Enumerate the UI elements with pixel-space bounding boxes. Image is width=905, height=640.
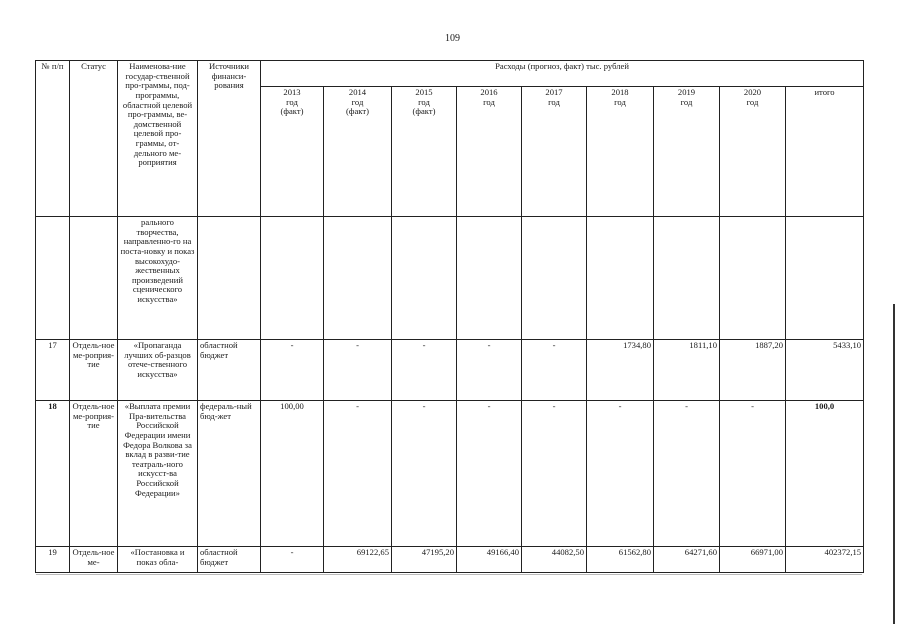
row-name: «Выплата премии Пра-вительства Российской Федерации имени Федора Волкова за вклад в разви-тие театраль-ного искусст-ва Российской Федерации» [118,401,198,547]
header-expenses-title: Расходы (прогноз, факт) тыс. рублей [261,61,864,87]
row-value: 47195,20 [392,547,457,573]
row-total: 402372,15 [786,547,864,573]
row-source: федераль-ный бюд-жет [198,401,261,547]
row-value: 1887,20 [720,340,786,401]
row-total: 5433,10 [786,340,864,401]
header-status: Статус [70,61,118,217]
row-value: - [457,340,522,401]
page-edge-line [893,304,895,624]
row-value: - [261,340,324,401]
row-source: областной бюджет [198,547,261,573]
year-header: 2019 год [654,87,720,217]
row-status: Отдель-ное ме-роприя-тие [70,340,118,401]
row-name: «Пропаганда лучших об-разцов отече-ственного искусства» [118,340,198,401]
year-header: 2013 год (факт) [261,87,324,217]
header-row-1 [36,61,864,87]
row-value: 64271,60 [654,547,720,573]
year-header: 2017 год [522,87,587,217]
header-source: Источники финанси-рования [198,61,261,217]
row-status: Отдель-ное ме- [70,547,118,573]
scan-artifact-line [36,574,862,575]
row-source: областной бюджет [198,340,261,401]
budget-table [35,60,864,573]
row-value: - [654,401,720,547]
row-value: - [324,401,392,547]
table-row [36,401,864,547]
row-value: 66971,00 [720,547,786,573]
header-num: № п/п [36,61,70,217]
row-value: - [720,401,786,547]
table-row [36,547,864,573]
row-num: 19 [36,547,70,573]
row-value: 49166,40 [457,547,522,573]
row-value: - [261,547,324,573]
row-name: «Постановка и показ обла- [118,547,198,573]
row-value: 61562,80 [587,547,654,573]
continuation-name: рального творчества, направленно-го на поста-новку и показ высокохудо-жественных произведений сценического искусства» [118,217,198,340]
row-value: 1734,80 [587,340,654,401]
row-status: Отдель-ное ме-роприя-тие [70,401,118,547]
table-row [36,340,864,401]
row-num: 17 [36,340,70,401]
row-value: - [324,340,392,401]
row-value: 100,00 [261,401,324,547]
row-total: 100,0 [786,401,864,547]
row-value: - [522,340,587,401]
row-value: - [457,401,522,547]
row-value: 69122,65 [324,547,392,573]
total-header: итого [786,87,864,217]
row-value: - [392,401,457,547]
row-value: 44082,50 [522,547,587,573]
row-value: 1811,10 [654,340,720,401]
page-number: 109 [445,33,460,44]
header-name: Наименова-ние государ-ственной про-граммы, под-программы, областной целевой про-граммы, ве-домственной целевой про-граммы, от-дельного ме-роприятия [118,61,198,217]
year-header: 2018 год [587,87,654,217]
year-header: 2014 год (факт) [324,87,392,217]
year-header: 2020 год [720,87,786,217]
row-value: - [587,401,654,547]
row-value: - [392,340,457,401]
row-value: - [522,401,587,547]
year-header: 2015 год (факт) [392,87,457,217]
year-header: 2016 год [457,87,522,217]
row-num: 18 [36,401,70,547]
continuation-row [36,217,864,340]
